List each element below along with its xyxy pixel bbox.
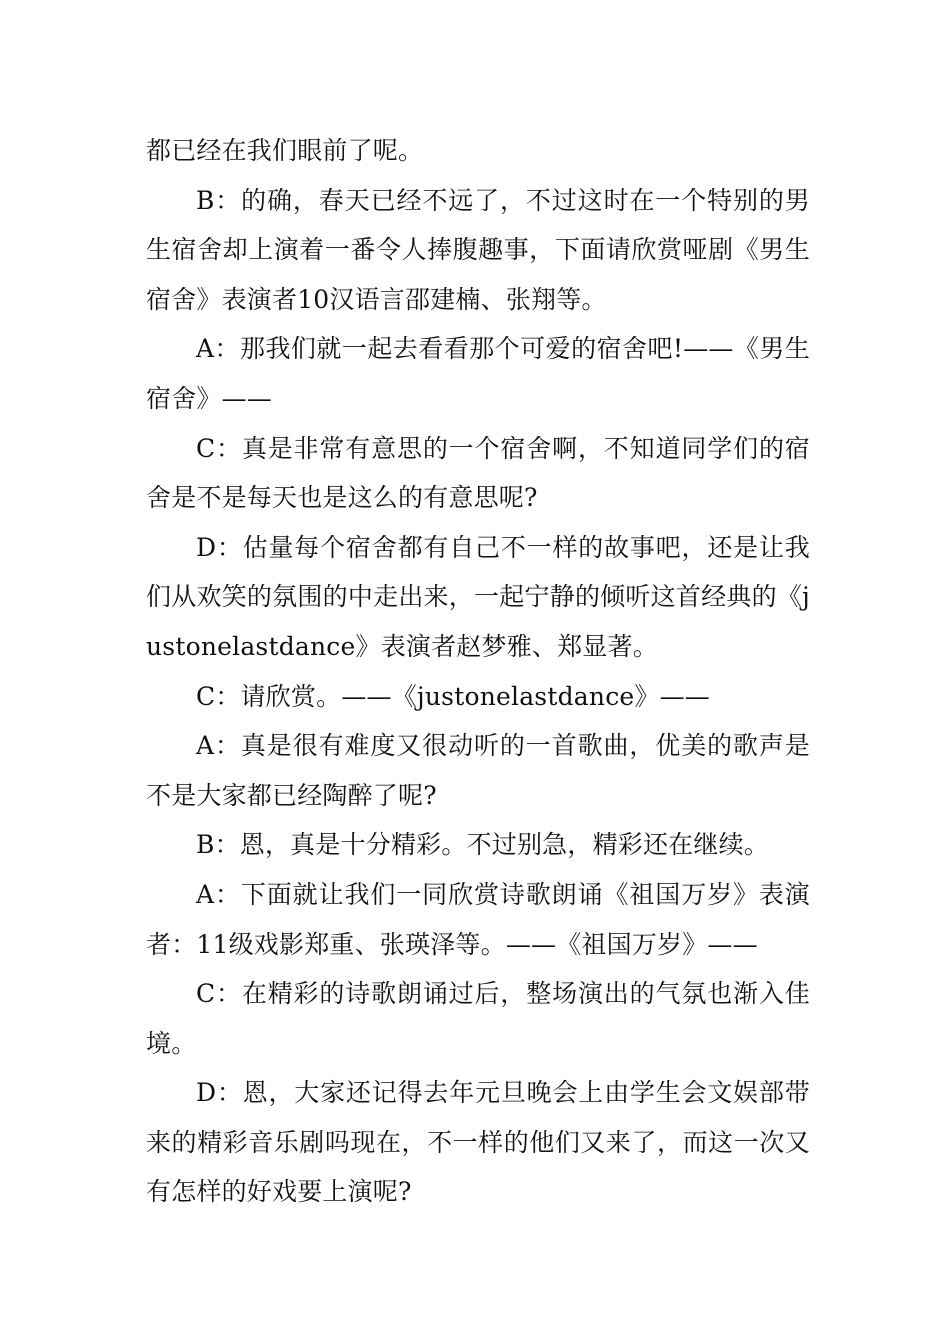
paragraph-a-song-comment: A：真是很有难度又很动听的一首歌曲，优美的歌声是不是大家都已经陶醉了呢?	[146, 731, 810, 810]
document-body	[146, 126, 810, 1217]
paragraph-d-musical-intro: D：恩，大家还记得去年元旦晚会上由学生会文娱部带来的精彩音乐剧吗现在，不一样的他们又来了，而这一次又有怎样的好戏要上演呢?	[146, 1078, 810, 1207]
paragraph-continuation: 都已经在我们眼前了呢。	[146, 136, 424, 165]
paragraph-b-continue: B：恩，真是十分精彩。不过别急，精彩还在继续。	[196, 830, 769, 860]
paragraph-d-dance-intro: D：估量每个宿舍都有自己不一样的故事吧，还是让我们从欢笑的氛围的中走出来，一起宁静的倾听这首经典的《justonelastdance》表演者赵梦雅、郑显著。	[146, 532, 810, 661]
paragraph-b-spring: B：的确，春天已经不远了，不过这时在一个特别的男生宿舍却上演着一番令人捧腹趣事，下面请欣赏哑剧《男生宿舍》表演者10汉语言邵建楠、张翔等。	[146, 185, 810, 314]
paragraph-c-poem-comment: C：在精彩的诗歌朗诵过后，整场演出的气氛也渐入佳境。	[146, 979, 810, 1058]
paragraph-a-poem-intro: A：下面就让我们一同欣赏诗歌朗诵《祖国万岁》表演者：11级戏影郑重、张瑛泽等。——《祖国万岁》——	[146, 879, 810, 959]
paragraph-a-dorm: A：那我们就一起去看看那个可爱的宿舍吧!——《男生宿舍》——	[146, 334, 810, 413]
paragraph-c-please-enjoy: C：请欣赏。——《justonelastdance》——	[196, 681, 710, 711]
paragraph-c-dorm-comment: C：真是非常有意思的一个宿舍啊，不知道同学们的宿舍是不是每天也是这么的有意思呢?	[146, 433, 810, 513]
